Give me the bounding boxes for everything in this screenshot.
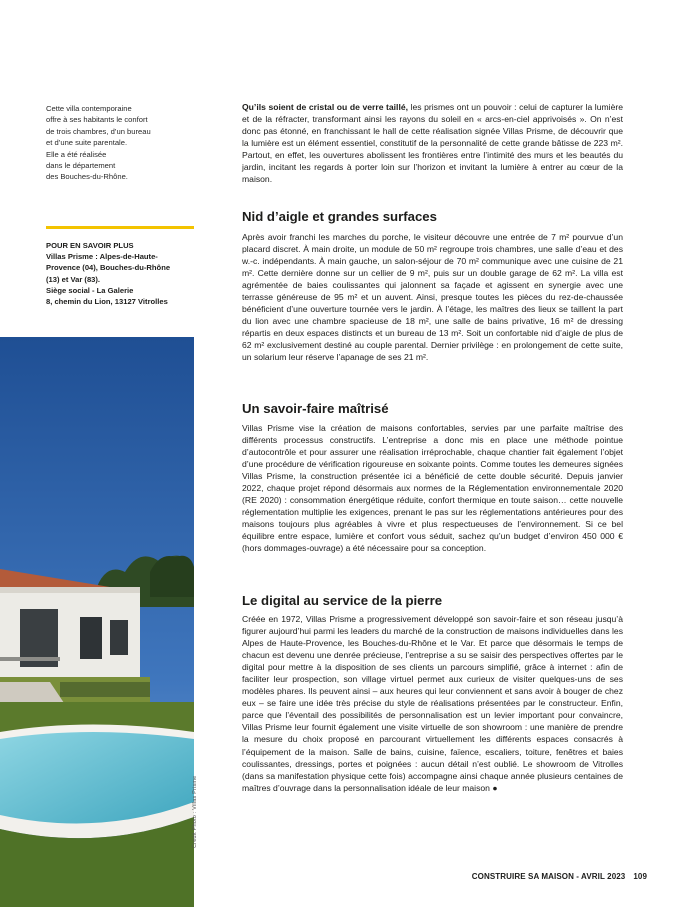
intro-lead: Qu’ils soient de cristal ou de verre taillé, <box>242 102 409 112</box>
article-intro <box>242 101 623 185</box>
intro-text: les prismes ont un pouvoir : celui de capturer la lumière et de la réfracter, transformant ainsi les rayons du soleil en « arcs-en-ciel apprivoisés ». On n’est donc pas étonné, en franchissant le hall de cette réalisation signée Villas Prisme, de découvrir que la lumière est un élément essentiel, constitutif de la personnalité de cette grande bâtisse de 223 m². Partout, en effet, les ouvertures abolissent les frontières entre l’intimité des murs et les beautés du jardin, incitant les regards à porter loin sur l’horizon et invitant la lumière à entrer au cœur de la maison. <box>242 102 623 185</box>
villa-photo <box>0 337 194 907</box>
page-footer <box>472 872 647 881</box>
section1-title: Nid d’aigle et grandes surfaces <box>242 209 437 224</box>
article <box>242 101 623 793</box>
info-divider <box>46 226 194 229</box>
caption-text: Cette villa contemporaine offre à ses habitants le confort de trois chambres, d’un bureau et d’une suite parentale. Elle a été réalisée dans le département des Bouches-du-Rhône. <box>46 104 151 182</box>
section-nid-aigle <box>242 209 623 364</box>
photo-credit: Crédit Photo : Villas Prisme <box>192 775 198 848</box>
info-heading: POUR EN SAVOIR PLUS <box>46 241 134 250</box>
magazine-name: CONSTRUIRE SA MAISON - AVRIL 2023 <box>471 872 626 881</box>
section-savoir-faire <box>242 401 623 555</box>
info-box <box>46 240 194 307</box>
page-number: 109 <box>633 872 647 881</box>
section-digital <box>242 593 623 794</box>
villa-photo-illustration <box>0 337 194 907</box>
section2-text: Villas Prisme vise la création de maisons confortables, servies par une parfaite maîtrise des différents processus constructifs. L’entreprise a donc mis en place une méthode pointue d’autocontrôle et pour assurer une réalisation irréprochable, chaque chantier fait également l’objet d’une procédure de vérification rigoureuse en soixante points. Comme toutes les demeures signées Villas Prisme, la construction présentée ici a bénéficié de cette double sécurité. Depuis janvier 2022, chaque projet répond désormais aux normes de la Réglementation environnementale 2020 (RE 2020) : consommation énergétique réduite, confort thermique en toute saison… cette nouvelle réglementation multiplie les exigences, prenant le pas sur les réglementations antérieures pour des maisons toujours plus agréables à vivre et plus respectueuses de l’environnement. Si ce bel équilibre entre espace, lumière et confort vous séduit, sachez qu’un budget d’environ 450 000 € (hors dommages-ouvrage) a été nécessaire pour sa conception. <box>242 423 623 554</box>
section1-text: Après avoir franchi les marches du porche, le visiteur découvre une entrée de 7 m² pourvue d’un placard discret. À main droite, un module de 50 m² regroupe trois chambres, une salle d’eau et des w.-c. indépendants. À main gauche, un salon-séjour de 70 m² communique avec une cuisine de 21 m². Cette dernière donne sur un cellier de 9 m², puis sur un double garage de 62 m². La villa est agrémentée de baies coulissantes qui jalonnent sa façade et agissent en synergie avec une terrasse généreuse de 95 m² et un auvent. Ainsi, presque toutes les pièces du rez-de-chaussée bénéficient d’une ouverture tournée vers le jardin. À l’étage, les maîtres des lieux se taillent la part du lion avec une chambre spacieuse de 18 m², une salle de bains privative, 16 m² de dressing répartis en deux espaces distincts et un bureau de 13 m². Soit un confortable nid d’aigle de plus de 62 m² exclusivement destiné au couple parental. Dernier privilège : en prolongement de cette suite, un solarium leur réserve l’apanage de ses 21 m². <box>242 232 623 363</box>
section3-text: Créée en 1972, Villas Prisme a progressivement développé son savoir-faire et son réseau jusqu’à figurer aujourd’hui parmi les leaders du marché de la construction de maisons individuelles dans les Alpes de Haute-Provence, les Bouches-du-Rhône et le Var. Et parce que désormais le temps de chacun est devenu une denrée précieuse, l’entreprise a su se saisir des perspectives offertes par le digital pour mettre à la disposition de ses clients un parcours simplifié, grâce à internet : afin de faciliter leur prospection, son village virtuel permet aux curieux de visiter quelques-uns de ses modèles phares. Ils peuvent ainsi – aux heures qui leur conviennent et sans avoir à bouger de chez eux – se faire une idée très précise du style de réalisations présentées par le constructeur. Enfin, parce que l’éventail des possibilités de personnalisation est un levier important pour convaincre, Villas Prisme leur fournit également une visite virtuelle de son showroom : une manière de prendre la mesure du choix proposé en parcourant virtuellement les différents espaces consacrés à l’équipement de la maison. Salle de bains, cuisine, faïence, escaliers, toiture, fenêtres et baies coulissantes, dressings, portes et poignées : aucun détail n’est oublié. Le showroom de Vitrolles (dans sa manifestation physique cette fois) accompagne ainsi chaque année plusieurs centaines de maîtres d’ouvrage dans la personnalisation idéale de leur maison ● <box>242 614 623 793</box>
photo-caption <box>46 103 186 183</box>
section3-title: Le digital au service de la pierre <box>242 593 443 608</box>
info-body: Villas Prisme : Alpes-de-Haute- Provence (04), Bouches-du-Rhône (13) et Var (83). Siège social - La Galerie 8, chemin du Lion, 13127 Vitrolles <box>46 252 171 307</box>
section2-title: Un savoir-faire maîtrisé <box>242 401 389 416</box>
